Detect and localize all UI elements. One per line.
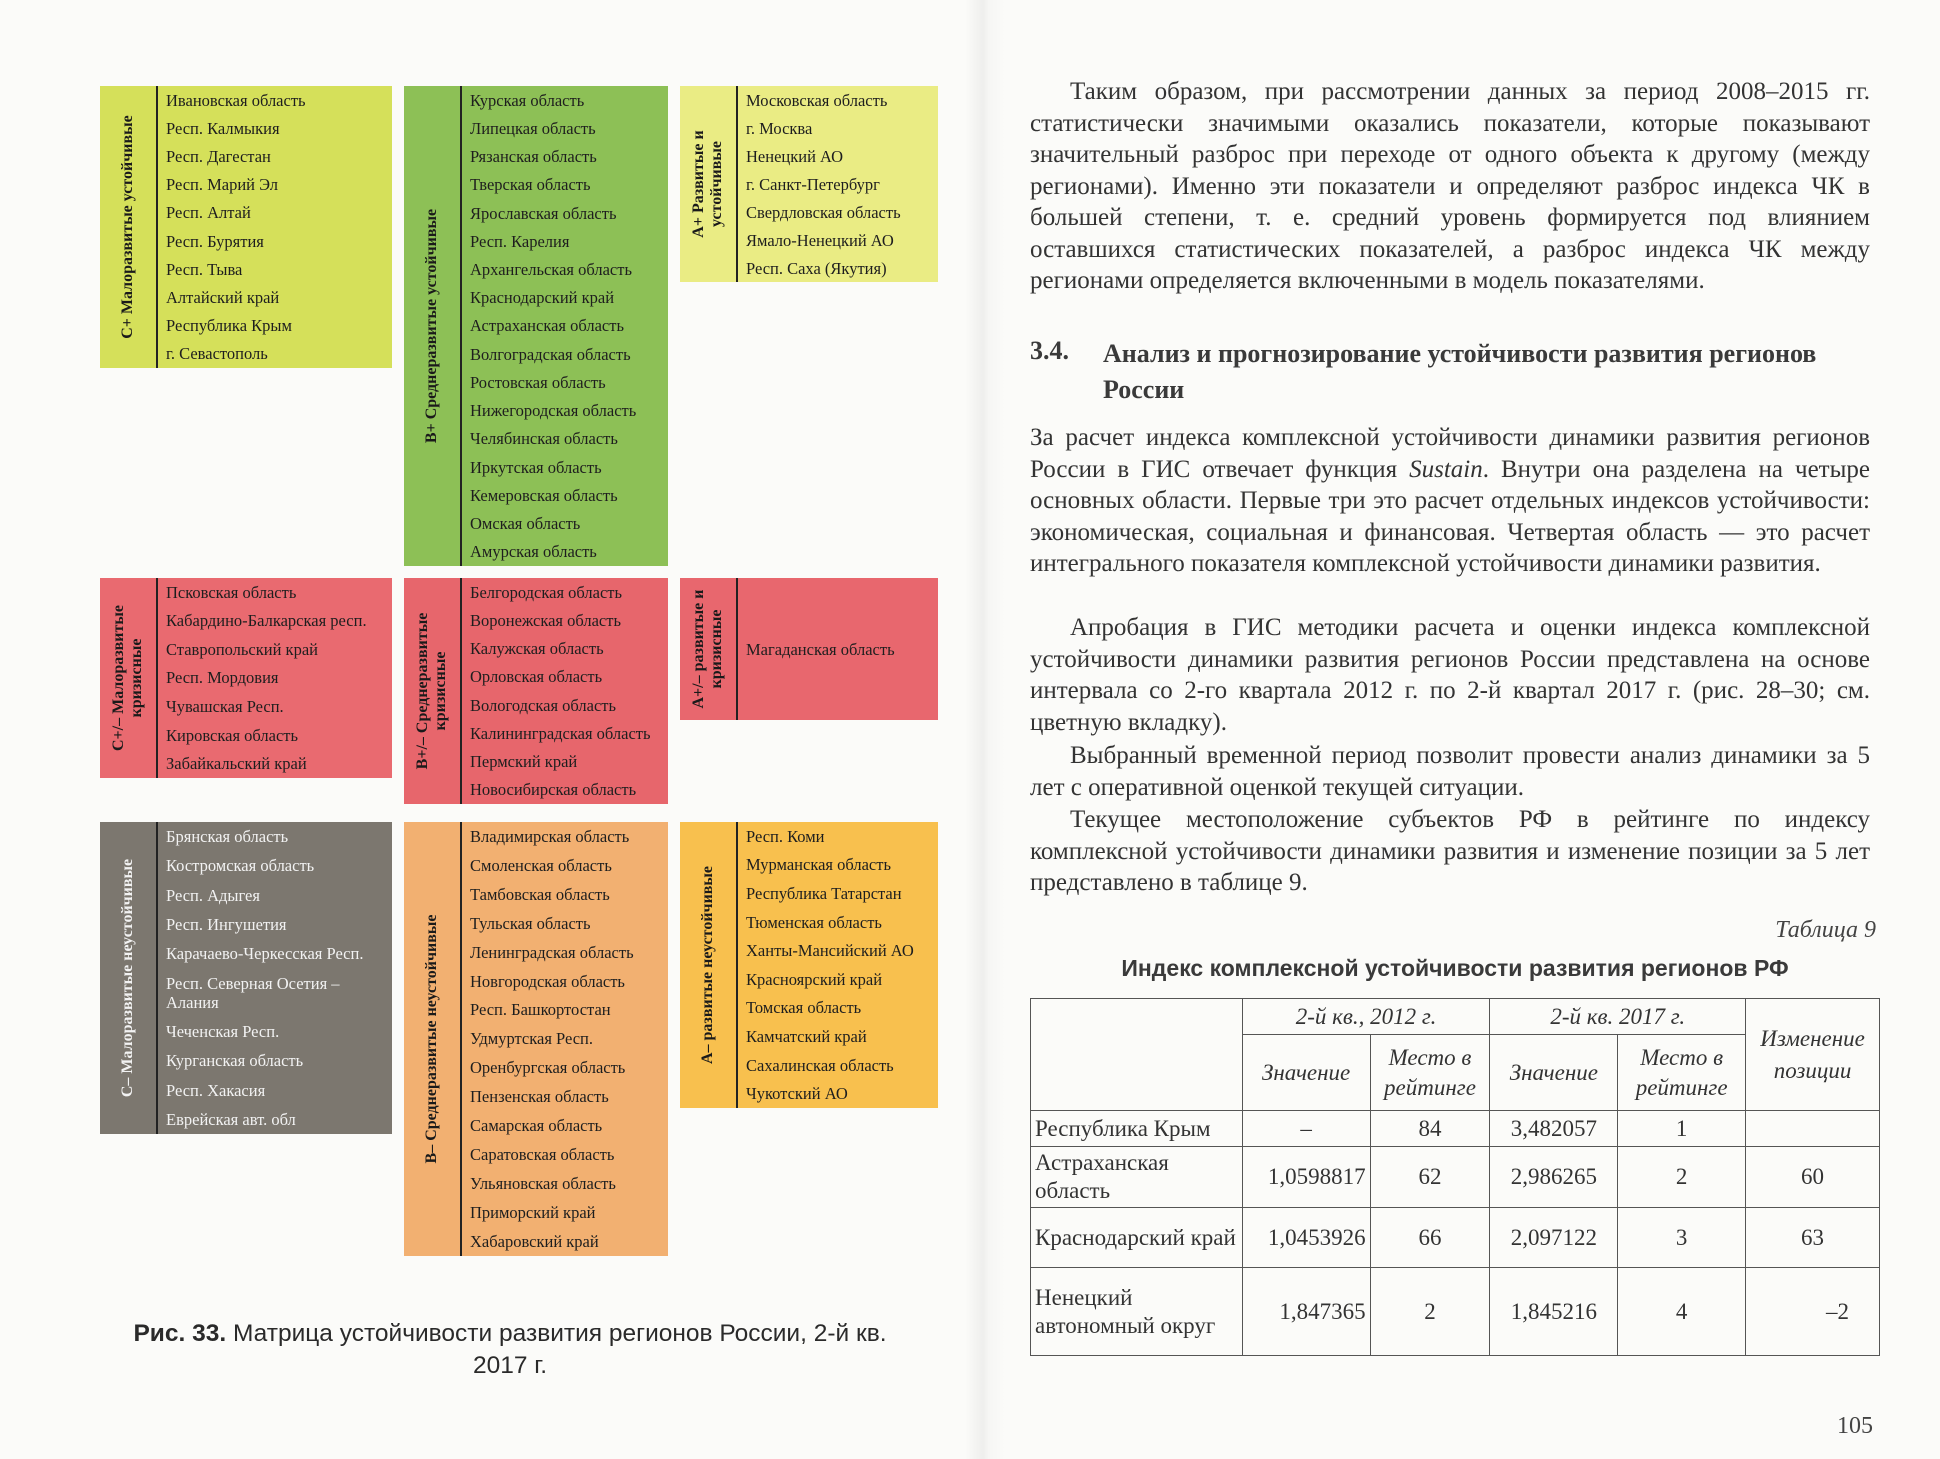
header-2012: 2-й кв., 2012 г.	[1242, 999, 1490, 1035]
cell-value-2012: 1,847365	[1242, 1268, 1370, 1356]
region-item: Мурманская область	[746, 855, 891, 875]
region-item: Карачаево-Черкесская Респ.	[166, 944, 364, 964]
region-item: Амурская область	[470, 542, 597, 562]
region-item: Калужская область	[470, 639, 604, 659]
region-item: Республика Крым	[166, 316, 292, 336]
block-label	[680, 86, 738, 282]
region-list	[462, 822, 668, 1256]
region-item: Респ. Башкортостан	[470, 1000, 611, 1020]
region-item: Ненецкий АО	[746, 146, 844, 166]
region-item: Респ. Калмыкия	[166, 118, 280, 138]
region-item: Респ. Алтай	[166, 203, 251, 223]
cell-rank-2017: 2	[1618, 1147, 1746, 1208]
section-title: Анализ и прогнозирование устойчивости развития регионов России	[1103, 339, 1817, 404]
region-item: Рязанская область	[470, 147, 597, 167]
paragraph-3: Выбранный временной период позволит провести анализ динамики за 5 лет с оперативной оценкой текущей ситуации.	[1030, 742, 1870, 801]
region-item: Воронежская область	[470, 610, 621, 630]
cell-value-2017: 3,482057	[1490, 1111, 1618, 1147]
region-item: Брянская область	[166, 827, 289, 847]
region-item: Чувашская Респ.	[166, 697, 284, 717]
region-item: Ростовская область	[470, 372, 606, 392]
region-item: Тюменская область	[746, 912, 882, 932]
block-label-text: А– развитые неустойчивые	[699, 865, 716, 1065]
cell-change: 60	[1746, 1147, 1880, 1208]
cell-value-2012: 1,0598817	[1242, 1147, 1370, 1208]
block-c-minus	[100, 822, 392, 1134]
region-item: Кемеровская область	[470, 485, 618, 505]
region-item: Забайкальский край	[166, 754, 307, 774]
region-item: Свердловская область	[746, 202, 901, 222]
region-item: Респ. Тыва	[166, 259, 243, 279]
cell-value-2017: 2,097122	[1490, 1208, 1618, 1268]
region-item: Хабаровский край	[470, 1231, 599, 1251]
index-table	[1030, 998, 1880, 1356]
region-item: Респ. Саха (Якутия)	[746, 258, 887, 278]
region-item: Респ. Хакасия	[166, 1080, 266, 1100]
cell-rank-2017: 4	[1618, 1268, 1746, 1356]
region-item: Омская область	[470, 514, 581, 534]
region-item: Саратовская область	[470, 1145, 615, 1165]
region-list	[462, 578, 668, 804]
region-item: г. Москва	[746, 118, 813, 138]
block-a-plus	[680, 86, 938, 282]
region-list	[462, 86, 668, 566]
block-a-pm	[680, 578, 938, 720]
region-item: Респ. Карелия	[470, 231, 570, 251]
page-number: 105	[1837, 1413, 1873, 1439]
region-item: Ханты-Мансийский АО	[746, 941, 914, 961]
region-item: Челябинская область	[470, 429, 618, 449]
block-label	[404, 578, 462, 804]
sub-rank-2012: Место в рейтинге	[1370, 1035, 1490, 1111]
paragraph-2: Апробация в ГИС методики расчета и оценки индекса комплексной устойчивости динамики развития регионов России представлена на основе интервала со 2-го квартала 2012 г. по 2-й квартал 2017 г. (рис. 28–30; см. цветную вкладку).	[1030, 614, 1870, 736]
region-item: Нижегородская область	[470, 401, 637, 421]
table-row	[1031, 1268, 1880, 1356]
region-item: Архангельская область	[470, 260, 632, 280]
cell-value-2012: –	[1242, 1111, 1370, 1147]
block-b-minus	[404, 822, 668, 1256]
p1-function: Sustain	[1409, 455, 1483, 483]
region-item: Респ. Бурятия	[166, 231, 264, 251]
region-item: Липецкая область	[470, 118, 596, 138]
region-item: Еврейская авт. обл	[166, 1109, 296, 1129]
region-item: Красноярский край	[746, 969, 883, 989]
region-item: Ставропольский край	[166, 639, 318, 659]
region-item: Приморский край	[470, 1202, 596, 1222]
region-item: Калининградская область	[470, 723, 651, 743]
cell-value-2017: 1,845216	[1490, 1268, 1618, 1356]
region-item: Удмуртская Респ.	[470, 1029, 594, 1049]
block-label	[404, 822, 462, 1256]
region-item: Новгородская область	[470, 971, 625, 991]
region-item: Камчатский край	[746, 1026, 867, 1046]
cell-value-2017: 2,986265	[1490, 1147, 1618, 1208]
sub-rank-2017: Место в рейтинге	[1618, 1035, 1746, 1111]
region-item: Курская область	[470, 90, 585, 110]
region-item: Кабардино-Балкарская респ.	[166, 611, 367, 631]
cell-rank-2012: 2	[1370, 1268, 1490, 1356]
figure-caption	[120, 1318, 900, 1382]
region-item: Московская область	[746, 90, 888, 110]
cell-change	[1746, 1111, 1880, 1147]
figure-label: Рис. 33.	[133, 1320, 227, 1347]
region-item: Магаданская область	[746, 639, 895, 659]
table-label: Таблица 9	[1775, 917, 1876, 943]
region-item: Костромская область	[166, 856, 315, 876]
region-item: Респ. Ингушетия	[166, 915, 287, 935]
paragraph-4: Текущее местоположение субъектов РФ в рейтинге по индексу комплексной устойчивости динамики развития и изменение позиции за 5 лет представлено в таблице 9.	[1030, 806, 1870, 896]
block-label-text: В+/– Среднеразвитые кризисные	[414, 612, 449, 770]
region-item: Ямало-Ненецкий АО	[746, 230, 894, 250]
block-label	[100, 578, 158, 778]
region-item: Ленинградская область	[470, 942, 634, 962]
region-list	[158, 822, 392, 1134]
region-item: Сахалинская область	[746, 1055, 894, 1075]
region-header	[1031, 999, 1243, 1111]
region-item: Вологодская область	[470, 695, 617, 715]
region-list	[158, 86, 392, 368]
block-label	[100, 86, 158, 368]
region-item: Кировская область	[166, 725, 299, 745]
region-item: Оренбургская область	[470, 1058, 626, 1078]
block-label-text: С+ Малоразвитые устойчивые	[119, 115, 136, 339]
block-label-text: А+ Развитые и устойчивые	[690, 130, 725, 238]
region-item: г. Санкт-Петербург	[746, 174, 880, 194]
block-label-text: С+/– Малоразвитые кризисные	[110, 605, 145, 751]
cell-region: Краснодарский край	[1031, 1208, 1243, 1268]
block-label-text: В+ Среднеразвитые устойчивые	[423, 208, 440, 444]
block-b-plus	[404, 86, 668, 566]
region-item: Чеченская Респ.	[166, 1021, 280, 1041]
block-label	[680, 578, 738, 720]
table-row	[1031, 1208, 1880, 1268]
region-item: Самарская область	[470, 1116, 603, 1136]
region-item: Смоленская область	[470, 855, 612, 875]
paragraph-1	[1030, 422, 1870, 580]
region-item: Волгоградская область	[470, 344, 631, 364]
region-item: Респ. Дагестан	[166, 146, 271, 166]
region-item: Иркутская область	[470, 457, 602, 477]
table-row	[1031, 1111, 1880, 1147]
block-b-pm	[404, 578, 668, 804]
cell-change: –2	[1746, 1268, 1880, 1356]
cell-rank-2012: 66	[1370, 1208, 1490, 1268]
cell-region: Астраханская область	[1031, 1147, 1243, 1208]
block-a-minus	[680, 822, 938, 1108]
region-item: Курганская область	[166, 1051, 304, 1071]
block-label	[404, 86, 462, 566]
table-row	[1031, 1147, 1880, 1208]
header-2017: 2-й кв. 2017 г.	[1490, 999, 1746, 1035]
region-item: Чукотский АО	[746, 1084, 848, 1104]
region-list	[738, 822, 938, 1108]
page-gutter	[965, 0, 1005, 1459]
region-item: Астраханская область	[470, 316, 624, 336]
region-item: Краснодарский край	[470, 288, 615, 308]
cell-rank-2012: 62	[1370, 1147, 1490, 1208]
section-number: 3.4.	[1030, 336, 1069, 365]
header-change: Изменение позиции	[1746, 999, 1880, 1111]
cell-region: Республика Крым	[1031, 1111, 1243, 1147]
sub-value-2017: Значение	[1490, 1035, 1618, 1111]
region-item: Респ. Северная Осетия – Алания	[166, 973, 340, 1012]
cell-rank-2017: 1	[1618, 1111, 1746, 1147]
region-list	[158, 578, 392, 778]
block-label-text: С– Малоразвитые неустойчивые	[119, 858, 136, 1098]
intro-paragraph: Таким образом, при рассмотрении данных за период 2008–2015 гг. статистически значимыми оказались показатели, которые показывают значительный разброс при переходе от одного объекта к другому (между регионами). Именно эти показатели и определяют разброс индекса ЧК в большей степени, т. е. средний уровень формируется под влиянием оставшихся статистических показателей, а разброс индекса ЧК между регионами определяется включенными в модель показателями.	[1030, 78, 1870, 294]
region-item: г. Севастополь	[166, 344, 268, 364]
region-item: Новосибирская область	[470, 780, 637, 800]
figure-caption-text: Матрица устойчивости развития регионов России, 2-й кв. 2017 г.	[232, 1320, 887, 1379]
cell-change: 63	[1746, 1208, 1880, 1268]
region-item: Пензенская область	[470, 1087, 609, 1107]
table-title: Индекс комплексной устойчивости развития регионов РФ	[1121, 955, 1789, 981]
region-item: Респ. Марий Эл	[166, 175, 279, 195]
region-item: Томская область	[746, 998, 862, 1018]
region-item: Респ. Мордовия	[166, 668, 279, 688]
region-list	[738, 86, 938, 282]
region-item: Тамбовская область	[470, 884, 610, 904]
region-item: Белгородская область	[470, 582, 623, 602]
block-c-pm	[100, 578, 392, 778]
region-item: Респ. Адыгея	[166, 885, 260, 905]
block-label	[100, 822, 158, 1134]
region-list	[738, 578, 938, 720]
p1-before: За расчет индекса комплексной устойчивости динамики развития регионов России в ГИС отвечает функция	[1030, 424, 1870, 483]
cell-region: Ненецкий автономный округ	[1031, 1268, 1243, 1356]
region-item: Владимирская область	[470, 826, 630, 846]
cell-value-2012: 1,0453926	[1242, 1208, 1370, 1268]
region-item: Алтайский край	[166, 287, 280, 307]
block-label-text: А+/– развитые и кризисные	[690, 589, 725, 709]
p1-after: . Внутри она разделена на четыре основных области. Первые три это расчет отдельных индексов устойчивости: экономическая, социальная и финансовая. Четвертая область — это расчет интегрального показателя комплексной устойчивости динамики развития.	[1030, 455, 1870, 577]
cell-rank-2017: 3	[1618, 1208, 1746, 1268]
region-item: Республика Татарстан	[746, 883, 902, 903]
region-item: Ярославская область	[470, 203, 617, 223]
region-item: Тверская область	[470, 175, 591, 195]
block-c-plus	[100, 86, 392, 368]
region-item: Ульяновская область	[470, 1174, 616, 1194]
block-label	[680, 822, 738, 1108]
region-item: Псковская область	[166, 582, 297, 602]
region-item: Респ. Коми	[746, 826, 825, 846]
region-item: Пермский край	[470, 752, 578, 772]
sub-value-2012: Значение	[1242, 1035, 1370, 1111]
block-label-text: В– Среднеразвитые неустойчивые	[423, 914, 440, 1164]
region-item: Ивановская область	[166, 90, 306, 110]
region-item: Тульская область	[470, 913, 591, 933]
cell-rank-2012: 84	[1370, 1111, 1490, 1147]
region-item: Орловская область	[470, 667, 603, 687]
